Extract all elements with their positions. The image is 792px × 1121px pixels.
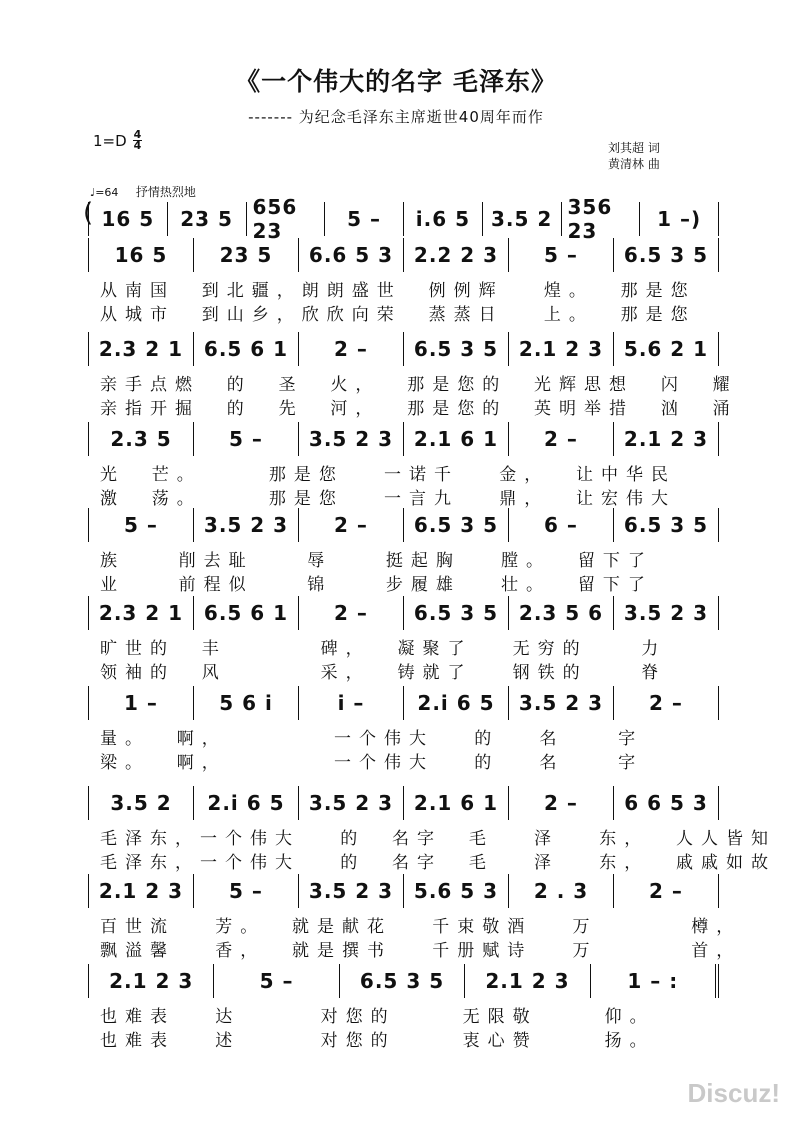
measure: 2.3 2 1 [89, 596, 194, 630]
notes-row [88, 596, 719, 630]
measure: 6.6 5 3 [299, 238, 404, 272]
measure: 3.5 2 3 [509, 686, 614, 720]
measure: i.6 5 [404, 202, 483, 236]
lyric-verse-1: 亲手点燃 的 圣 火， 那是您的 光辉思想 闪 耀 [100, 375, 738, 395]
measure: 2.2 2 3 [404, 238, 509, 272]
measure: 6.5 3 5 [404, 596, 509, 630]
lyric-verse-1: 族 削去耻 辱 挺起胸 膛。 留下了 [100, 551, 653, 571]
measure: 5 – [194, 422, 299, 456]
lyric-verse-1: 光 芒。 那是您 一诺千 金， 让中华民 [100, 465, 677, 485]
key-label: 1=D [93, 131, 127, 150]
measure: 2.1 6 1 [404, 786, 509, 820]
time-top: 4 [133, 128, 142, 141]
measure: 3.5 2 3 [299, 422, 404, 456]
measure: 2.1 2 3 [89, 874, 194, 908]
staff-system [0, 684, 792, 774]
time-signature [133, 130, 143, 151]
measure: 6 6 5 3 [614, 786, 719, 820]
staff-system [0, 872, 792, 962]
song-title: 《一个伟大的名字 毛泽东》 [235, 67, 557, 96]
notes-row [88, 332, 719, 366]
lyric-verse-2: 亲指开掘 的 先 河， 那是您的 英明举措 汹 涌 [100, 399, 738, 419]
lyric-verse-1: 量。 啊， 一个伟大 的 名 字 [100, 729, 644, 749]
measure: 5 6 i [194, 686, 299, 720]
notes-row [88, 964, 719, 998]
lyric-verse-1: 也难表 达 对您的 无限敬 仰。 [100, 1007, 655, 1027]
measure: 5 – [509, 238, 614, 272]
notes-row [88, 508, 719, 542]
staff-system [0, 594, 792, 684]
notes-row [88, 874, 719, 908]
measure: 356 23 [562, 202, 641, 236]
measure: 2.i 6 5 [404, 686, 509, 720]
measure: 16 5 [89, 238, 194, 272]
measure: 2 – [299, 508, 404, 542]
measure: 5 – [194, 874, 299, 908]
notes-row [88, 238, 719, 272]
staff-system [0, 420, 792, 510]
staff-system [0, 236, 792, 326]
lyric-verse-1: 旷世的 丰 碑， 凝聚了 无穷的 力 [100, 639, 667, 659]
lyric-verse-2: 激 荡。 那是您 一言九 鼎， 让宏伟大 [100, 489, 677, 509]
measure: i – [299, 686, 404, 720]
tempo-marking [90, 183, 196, 200]
measure: 2 – [614, 686, 719, 720]
tempo-value: ♩=64 [90, 186, 119, 199]
time-bottom: 4 [133, 139, 142, 152]
watermark-logo: Discuz! [687, 1078, 780, 1108]
measure: 1 –) [640, 202, 719, 236]
lyric-verse-1: 从南国 到北疆，朗朗盛世 例例辉 煌。 那是您 [100, 281, 696, 301]
intro-paren: ( [83, 198, 94, 228]
staff-system [0, 784, 792, 874]
lyric-verse-1: 百世流 芳。 就是献花 千束敬酒 万 樽， [100, 917, 742, 937]
expression-mark: 抒情热烈地 [135, 185, 196, 199]
measure: 6.5 3 5 [340, 964, 465, 998]
measure: 6.5 3 5 [614, 238, 719, 272]
measure: 2.1 2 3 [614, 422, 719, 456]
measure: 6.5 3 5 [404, 508, 509, 542]
measure: 1 – [89, 686, 194, 720]
measure: 656 23 [247, 202, 326, 236]
measure: 2.i 6 5 [194, 786, 299, 820]
measure: 6 – [509, 508, 614, 542]
notes-row [88, 786, 719, 820]
measure: 2.1 6 1 [404, 422, 509, 456]
measure: 2 – [614, 874, 719, 908]
notes-row [88, 422, 719, 456]
composer: 黄清林 曲 [608, 157, 660, 171]
lyric-verse-2: 梁。 啊， 一个伟大 的 名 字 [100, 753, 644, 773]
measure: 3.5 2 [483, 202, 562, 236]
measure: 5 – [214, 964, 339, 998]
lyric-verse-1: 毛泽东，一个伟大 的 名字 毛 泽 东， 人人皆知 [100, 829, 777, 849]
measure: 1 – : [591, 964, 719, 998]
measure: 5 – [325, 202, 404, 236]
measure: 3.5 2 [89, 786, 194, 820]
measure: 6.5 3 5 [614, 508, 719, 542]
staff-system [0, 506, 792, 596]
notes-row [88, 686, 719, 720]
lyric-verse-2: 业 前程似 锦 步履雄 壮。 留下了 [100, 575, 653, 595]
measure: 3.5 2 3 [614, 596, 719, 630]
measure: 2.3 5 [89, 422, 194, 456]
staff-system [0, 962, 792, 1052]
measure: 6.5 3 5 [404, 332, 509, 366]
measure: 3.5 2 3 [194, 508, 299, 542]
lyric-verse-2: 领袖的 风 采， 铸就了 钢铁的 脊 [100, 663, 667, 683]
lyric-verse-2: 毛泽东，一个伟大 的 名字 毛 泽 东， 戚戚如故 [100, 853, 777, 873]
measure: 2 – [509, 786, 614, 820]
measure: 23 5 [168, 202, 247, 236]
measure: 6.5 6 1 [194, 596, 299, 630]
measure: 2.1 2 3 [465, 964, 590, 998]
lyric-verse-2: 飘溢馨 香， 就是撰书 千册赋诗 万 首， [100, 941, 742, 961]
measure: 5.6 5 3 [404, 874, 509, 908]
notes-row [88, 195, 719, 243]
lyric-verse-2: 从城市 到山乡，欣欣向荣 蒸蒸日 上。 那是您 [100, 305, 696, 325]
measure: 6.5 6 1 [194, 332, 299, 366]
measure: 2.1 2 3 [509, 332, 614, 366]
song-subtitle: ------- 为纪念毛泽东主席逝世40周年而作 [248, 108, 544, 126]
measure: 2 . 3 [509, 874, 614, 908]
measure: 2.3 2 1 [89, 332, 194, 366]
measure: 2 – [509, 422, 614, 456]
measure: 3.5 2 3 [299, 786, 404, 820]
measure: 16 5 [89, 202, 168, 236]
measure: 23 5 [194, 238, 299, 272]
measure: 2 – [299, 332, 404, 366]
measure: 3.5 2 3 [299, 874, 404, 908]
lyricist: 刘其超 词 [608, 141, 660, 155]
staff-system [0, 330, 792, 420]
measure: 2.3 5 6 [509, 596, 614, 630]
measure: 5 – [89, 508, 194, 542]
key-signature [93, 130, 142, 151]
lyric-verse-2: 也难表 述 对您的 衷心赞 扬。 [100, 1031, 655, 1051]
credits [608, 140, 660, 172]
measure: 5.6 2 1 [614, 332, 719, 366]
measure: 2.1 2 3 [89, 964, 214, 998]
measure: 2 – [299, 596, 404, 630]
